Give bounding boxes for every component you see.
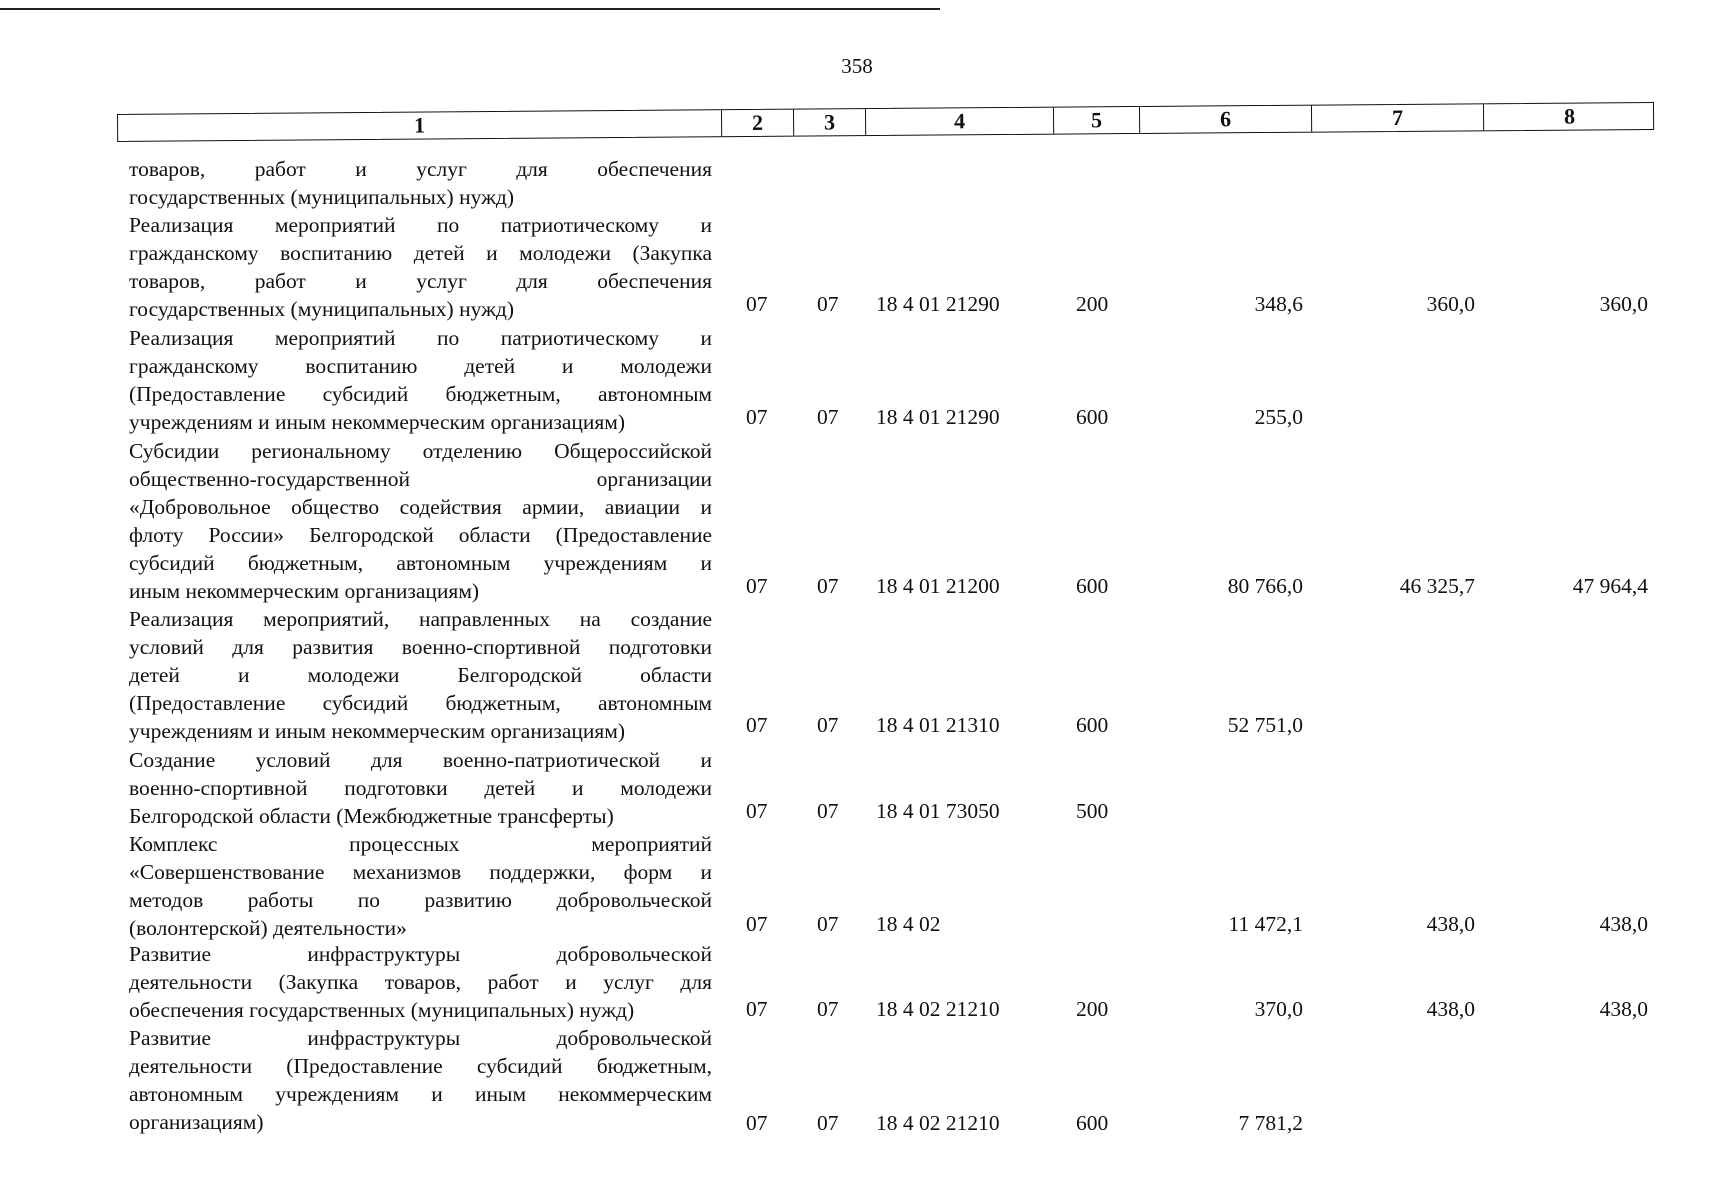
cell-col-5: 200: [1076, 292, 1109, 316]
cell-col-4: 18 4 02 21210: [876, 1111, 1000, 1135]
cell-col-3: 07: [817, 292, 839, 316]
description-line: товаров, работ и услуг для обеспечения: [129, 269, 712, 293]
cell-col-6: 370,0: [1254, 997, 1303, 1021]
cell-col-2: 07: [746, 799, 768, 823]
cell-col-4: 18 4 01 21310: [876, 713, 1000, 737]
description-line: Создание условий для военно-патриотической и: [129, 748, 712, 772]
cell-col-5: 600: [1076, 405, 1109, 429]
description-line: учреждениям и иным некоммерческим организациям): [129, 410, 626, 434]
cell-col-5: 600: [1076, 574, 1109, 598]
column-header-6: 6: [1140, 106, 1312, 133]
description-line: автономным учреждениям и иным некоммерческим: [129, 1082, 712, 1106]
description-line: иным некоммерческим организациям): [129, 579, 480, 603]
row-description: [129, 324, 712, 436]
description-line: «Добровольное общество содействия армии, авиации и: [129, 495, 712, 519]
cell-col-7: 46 325,7: [1399, 574, 1475, 598]
column-header-7: 7: [1312, 104, 1484, 131]
column-header-3: 3: [794, 109, 866, 136]
description-line: военно-спортивной подготовки детей и молодежи: [129, 776, 712, 800]
row-description: [129, 211, 712, 323]
cell-col-6: 255,0: [1254, 405, 1303, 429]
description-line: Реализация мероприятий по патриотическому и: [129, 326, 712, 350]
description-line: субсидий бюджетным, автономным учреждениям и: [129, 551, 712, 575]
cell-col-3: 07: [817, 1111, 839, 1135]
description-line: Развитие инфраструктуры добровольческой: [129, 942, 712, 966]
top-rule: [0, 8, 940, 10]
description-line: Субсидии региональному отделению Общероссийской: [129, 439, 712, 463]
description-line: флоту России» Белгородской области (Предоставление: [129, 523, 712, 547]
row-description: [129, 155, 712, 211]
row-description: [129, 746, 712, 830]
cell-col-5: 500: [1076, 799, 1109, 823]
cell-col-7: 360,0: [1426, 292, 1475, 316]
cell-col-2: 07: [746, 292, 768, 316]
column-header-5: 5: [1054, 107, 1140, 134]
cell-col-4: 18 4 01 21200: [876, 574, 1000, 598]
cell-col-6: 348,6: [1254, 292, 1303, 316]
cell-col-2: 07: [746, 574, 768, 598]
cell-col-6: 80 766,0: [1227, 574, 1303, 598]
cell-col-8: 438,0: [1599, 912, 1648, 936]
description-line: государственных (муниципальных) нужд): [129, 297, 515, 321]
description-line: обеспечения государственных (муниципальных) нужд): [129, 998, 635, 1022]
description-line: гражданскому воспитанию детей и молодежи (Закупка: [129, 241, 712, 265]
description-line: условий для развития военно-спортивной подготовки: [129, 635, 712, 659]
row-description: [129, 940, 712, 1024]
description-line: методов работы по развитию добровольческой: [129, 888, 712, 912]
cell-col-5: 600: [1076, 713, 1109, 737]
cell-col-8: 438,0: [1599, 997, 1648, 1021]
description-line: деятельности (Закупка товаров, работ и услуг для: [129, 970, 712, 994]
cell-col-6: 11 472,1: [1228, 912, 1303, 936]
description-line: детей и молодежи Белгородской области: [129, 663, 712, 687]
cell-col-3: 07: [817, 912, 839, 936]
cell-col-3: 07: [817, 799, 839, 823]
row-description: [129, 605, 712, 745]
cell-col-6: 7 781,2: [1238, 1111, 1303, 1135]
cell-col-5: 600: [1076, 1111, 1109, 1135]
cell-col-5: 200: [1076, 997, 1109, 1021]
cell-col-2: 07: [746, 713, 768, 737]
cell-col-4: 18 4 01 21290: [876, 405, 1000, 429]
description-line: (Предоставление субсидий бюджетным, автономным: [129, 691, 712, 715]
cell-col-4: 18 4 01 73050: [876, 799, 1000, 823]
cell-col-3: 07: [817, 405, 839, 429]
description-line: общественно-государственной организации: [129, 467, 712, 491]
page-number: 358: [841, 54, 873, 78]
description-line: товаров, работ и услуг для обеспечения: [129, 157, 712, 181]
column-header-2: 2: [722, 110, 794, 137]
cell-col-3: 07: [817, 997, 839, 1021]
description-line: Комплекс процессных мероприятий: [129, 832, 712, 856]
description-line: гражданскому воспитанию детей и молодежи: [129, 354, 712, 378]
cell-col-4: 18 4 01 21290: [876, 292, 1000, 316]
cell-col-4: 18 4 02: [876, 912, 941, 936]
description-line: Реализация мероприятий по патриотическому и: [129, 213, 712, 237]
cell-col-6: 52 751,0: [1227, 713, 1303, 737]
description-line: деятельности (Предоставление субсидий бюджетным,: [129, 1054, 712, 1078]
column-header-8: 8: [1563, 103, 1576, 129]
cell-col-3: 07: [817, 574, 839, 598]
description-line: государственных (муниципальных) нужд): [129, 185, 515, 209]
description-line: (Предоставление субсидий бюджетным, автономным: [129, 382, 712, 406]
row-description: [129, 830, 712, 942]
column-header-4: 4: [866, 108, 1054, 135]
cell-col-3: 07: [817, 713, 839, 737]
cell-col-8: 47 964,4: [1572, 574, 1648, 598]
description-line: организациям): [129, 1110, 264, 1134]
cell-col-7: 438,0: [1426, 912, 1475, 936]
description-line: (волонтерской) деятельности»: [129, 916, 407, 940]
description-line: учреждениям и иным некоммерческим организациям): [129, 719, 626, 743]
cell-col-2: 07: [746, 1111, 768, 1135]
description-line: Развитие инфраструктуры добровольческой: [129, 1026, 712, 1050]
cell-col-2: 07: [746, 912, 768, 936]
description-line: Белгородской области (Межбюджетные трансферты): [129, 804, 614, 828]
table-header: [117, 102, 1654, 142]
row-description: [129, 1024, 712, 1136]
cell-col-7: 438,0: [1426, 997, 1475, 1021]
column-header-1: 1: [118, 110, 722, 141]
description-line: «Совершенствование механизмов поддержки, форм и: [129, 860, 712, 884]
cell-col-2: 07: [746, 997, 768, 1021]
cell-col-2: 07: [746, 405, 768, 429]
description-line: Реализация мероприятий, направленных на создание: [129, 607, 712, 631]
row-description: [129, 437, 712, 605]
cell-col-8: 360,0: [1599, 292, 1648, 316]
cell-col-4: 18 4 02 21210: [876, 997, 1000, 1021]
